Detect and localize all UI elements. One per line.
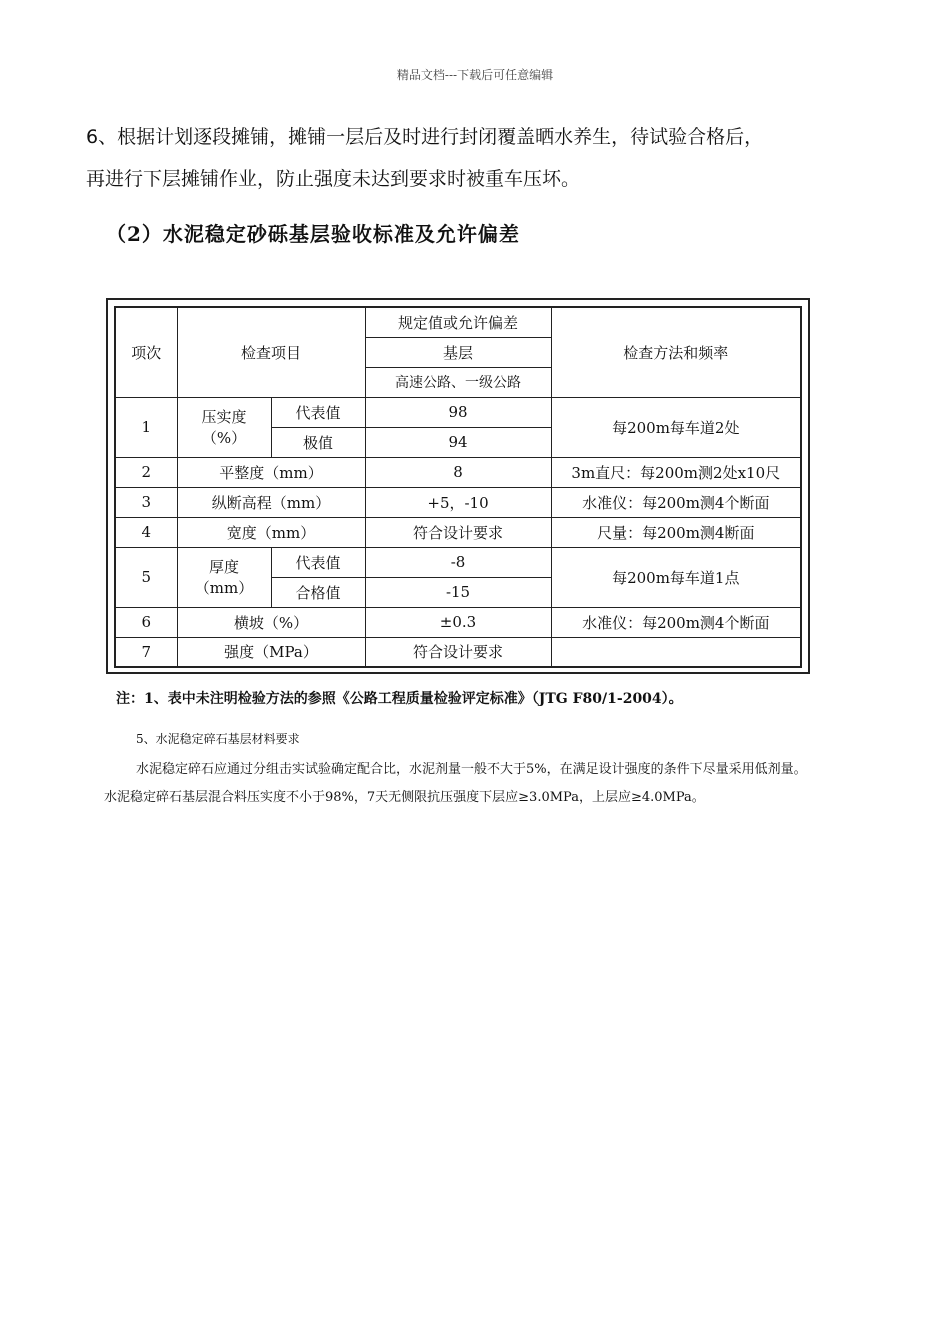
body-line-2: 水泥稳定碎石基层混合料压实度不小于98%，7天无侧限抗压强度下层应≥3.0MPa，上层应≥4.0MPa。 [104, 790, 705, 805]
row-value: -15 [365, 577, 551, 607]
body-line-1: 水泥稳定碎石应通过分组击实试验确定配合比，水泥剂量一般不大于5%，在满足设计强度的条件下尽量采用低剂量。 [136, 762, 807, 777]
row-value: 符合设计要求 [365, 637, 551, 667]
table-row [115, 607, 801, 637]
row-no: 2 [115, 457, 177, 487]
row-item [177, 547, 271, 607]
row-method [551, 637, 801, 667]
table-row [115, 487, 801, 517]
table-row [115, 547, 801, 577]
row-value: 98 [365, 397, 551, 427]
table-row [115, 637, 801, 667]
row-item-label: 厚度 [208, 558, 239, 576]
row-value: 符合设计要求 [365, 517, 551, 547]
paragraph-line-1: 6、根据计划逐段摊铺，摊铺一层后及时进行封闭覆盖晒水养生，待试验合格后， [86, 126, 764, 148]
row-no: 3 [115, 487, 177, 517]
row-subitem: 合格值 [271, 577, 365, 607]
row-value: +5，-10 [365, 487, 551, 517]
row-no: 5 [115, 547, 177, 607]
paragraph-line-2: 再进行下层摊铺作业，防止强度未达到要求时被重车压坏。 [86, 168, 581, 190]
section-title: （2）水泥稳定砂砾基层验收标准及允许偏差 [106, 222, 520, 246]
row-method: 水准仪：每200m测4个断面 [551, 607, 801, 637]
table-row [115, 517, 801, 547]
subsection-heading: 5、水泥稳定碎石基层材料要求 [136, 732, 300, 746]
row-subitem: 代表值 [271, 547, 365, 577]
row-no: 1 [115, 397, 177, 457]
row-item: 纵断高程（mm） [177, 487, 365, 517]
row-no: 4 [115, 517, 177, 547]
header-check-item: 检查项目 [177, 307, 365, 397]
row-subitem: 极值 [271, 427, 365, 457]
table-row [115, 397, 801, 427]
row-item: 横坡（%） [177, 607, 365, 637]
row-item: 平整度（mm） [177, 457, 365, 487]
row-subitem: 代表值 [271, 397, 365, 427]
acceptance-table-frame [106, 298, 810, 674]
row-no: 7 [115, 637, 177, 667]
row-item-unit: （%） [201, 429, 247, 447]
row-method: 水准仪：每200m测4个断面 [551, 487, 801, 517]
row-value: ±0.3 [365, 607, 551, 637]
header-spec-mid: 基层 [365, 337, 551, 367]
page-header: 精品文档---下载后可任意编辑 [396, 68, 554, 82]
header-method: 检查方法和频率 [551, 307, 801, 397]
table-note: 注：1、表中未注明检验方法的参照《公路工程质量检验评定标准》（JTG F80/1-2004）。 [116, 691, 683, 707]
row-item-unit: （mm） [194, 579, 254, 597]
table-row [115, 457, 801, 487]
row-method: 尺量：每200m测4断面 [551, 517, 801, 547]
row-method: 每200m每车道2处 [551, 397, 801, 457]
acceptance-table [114, 306, 802, 668]
row-method: 3m直尺：每200m测2处x10尺 [551, 457, 801, 487]
header-spec-top: 规定值或允许偏差 [365, 307, 551, 337]
row-item: 宽度（mm） [177, 517, 365, 547]
row-item: 强度（MPa） [177, 637, 365, 667]
header-item-no: 项次 [115, 307, 177, 397]
row-item [177, 397, 271, 457]
row-value: 94 [365, 427, 551, 457]
row-no: 6 [115, 607, 177, 637]
row-value: 8 [365, 457, 551, 487]
row-method: 每200m每车道1点 [551, 547, 801, 607]
row-item-label: 压实度 [201, 408, 247, 426]
row-value: -8 [365, 547, 551, 577]
header-spec-bottom: 高速公路、一级公路 [365, 367, 551, 397]
